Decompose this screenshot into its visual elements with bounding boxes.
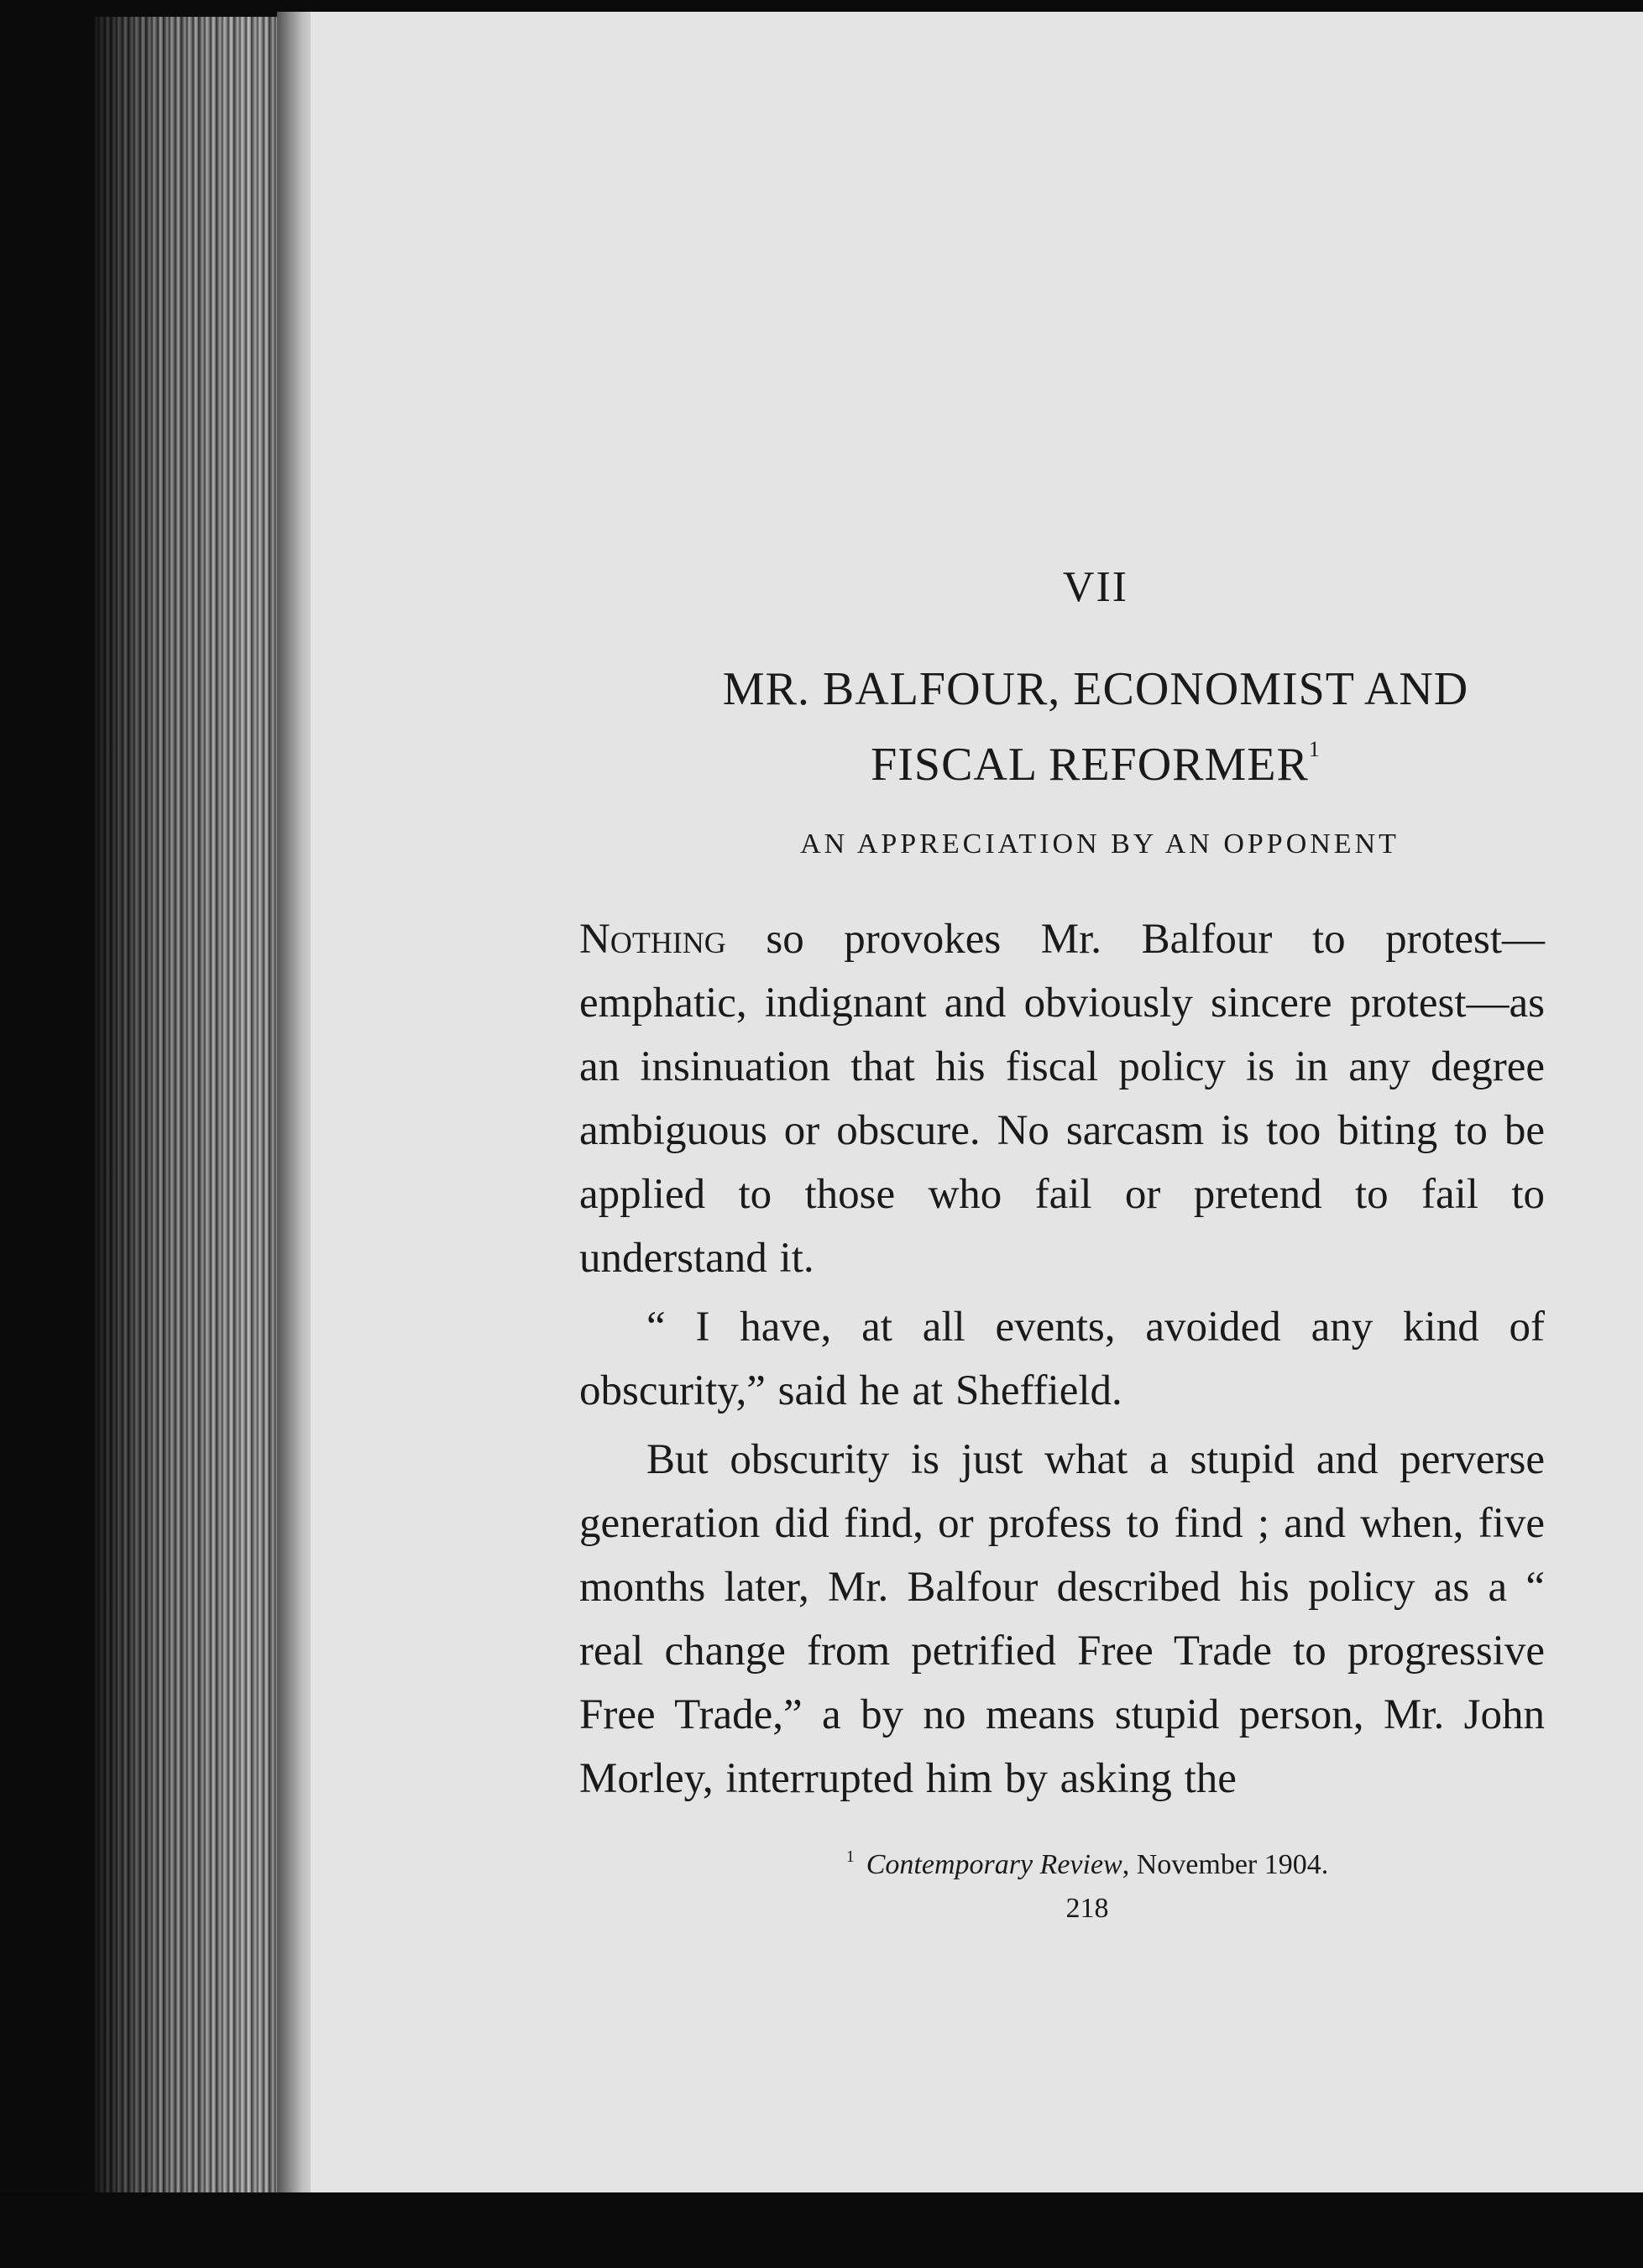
footnote xyxy=(579,1847,1545,1881)
footnote-rest: , November 1904. xyxy=(1122,1849,1329,1880)
chapter-title xyxy=(579,659,1545,795)
page-number: 218 xyxy=(1065,1893,1109,1924)
footnote-source: Contemporary Review xyxy=(866,1849,1122,1880)
footnote-mark: 1 xyxy=(845,1847,855,1866)
chapter-title-line2: FISCAL REFORMER xyxy=(871,739,1309,791)
scanner-bottom-band xyxy=(0,2192,1643,2268)
chapter-title-line1: MR. BALFOUR, ECONOMIST AND xyxy=(722,663,1469,715)
title-footnote-mark: 1 xyxy=(1308,737,1321,761)
paragraph-2: “ I have, at all events, avoided any kind of obscurity,” said he at Sheffield. xyxy=(579,1304,1545,1414)
chapter-subtitle: AN APPRECIATION BY AN OPPONENT xyxy=(800,828,1400,860)
page-text-block xyxy=(579,562,1545,1925)
paragraph-1-lead: Nothing xyxy=(579,916,726,963)
paragraph-3: But obscurity is just what a stupid and perverse generation did find, or profess to find ; and when, five months later, Mr. Balfour described his policy as a “ real change from petrified Free Trade to progressive Free Trade,” a by no means stupid person, Mr. John Morley, interrupted him by asking the xyxy=(579,1436,1545,1802)
chapter-number: VII xyxy=(1062,563,1129,611)
paragraph-1-text: so provokes Mr. Balfour to protest—emphatic, indignant and obviously sincere protest—as an insinuation that his fiscal policy is in any degree ambiguous or obscure. No sarcasm is too biting to be applied to those who fail or pretend to fail to understand it. xyxy=(579,916,1545,1282)
paragraph-1 xyxy=(579,907,1545,1290)
